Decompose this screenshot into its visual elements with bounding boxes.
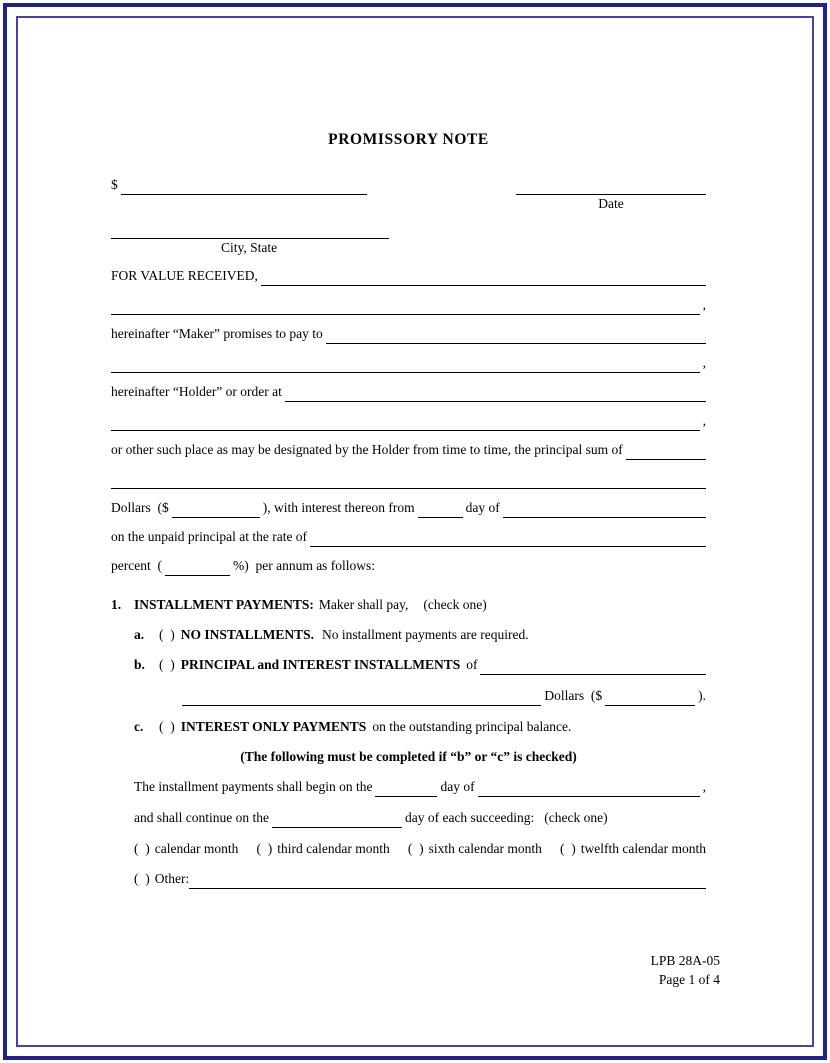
begin-day-blank[interactable] [375,778,437,797]
payee-name-continued-row [111,354,706,373]
place-clause-label: or other such place as may be designated by the Holder from time to time, the principal sum of [111,442,623,457]
checkbox-principal-interest[interactable]: ( ) [159,657,175,672]
percent-row [111,557,706,576]
checkbox-third-calendar-month[interactable]: ( ) [256,841,273,856]
completion-note-row [111,748,706,766]
page-number: Page 1 of 4 [658,972,720,987]
payment-address-continued-blank[interactable] [111,412,700,431]
for-value-received-row [111,267,706,286]
check-one-label: (check one) [544,810,608,825]
day-of-label: day of [465,500,500,515]
continue-day-blank[interactable] [272,809,402,828]
item-a-text: No installment payments are required. [322,627,529,642]
date-blank[interactable] [516,176,706,195]
holder-clause-row [111,383,706,402]
other-option-row [111,870,706,889]
option-sixth-calendar-month-label: sixth calendar month [428,841,542,856]
dollars-interest-row [111,499,706,518]
percent-close-label: %) per annum as follows: [232,558,376,573]
other-label: Other: [154,871,190,886]
begin-clause-label: The installment payments shall begin on the [134,779,373,794]
completion-note: (The following must be completed if “b” or “c” is checked) [240,749,577,764]
maker-clause-row [111,325,706,344]
comma: , [702,297,706,312]
interest-start-month-blank[interactable] [503,499,706,518]
document-title: PROMISSORY NOTE [328,131,489,148]
amount-numeric-blank[interactable] [121,176,367,195]
item-b-text: of [466,657,478,672]
principal-amount-blank[interactable] [172,499,260,518]
option-calendar-month[interactable] [134,840,238,858]
checkbox-twelfth-calendar-month[interactable]: ( ) [560,841,576,856]
checkbox-calendar-month[interactable]: ( ) [134,841,150,856]
continue-clause-row [111,809,706,828]
item-b-letter: b. [134,657,145,672]
item-a-letter: a. [134,627,145,642]
section-number: 1. [111,597,122,612]
continue-clause-label: and shall continue on the [134,810,269,825]
interest-start-day-blank[interactable] [418,499,463,518]
holder-clause-label: hereinafter “Holder” or order at [111,384,282,399]
option-sixth-calendar-month[interactable] [408,840,542,858]
frequency-options-row [111,840,706,858]
item-b-dollars-open: Dollars ($ [544,688,603,703]
date-label: Date [598,196,624,211]
city-state-blank-row [111,220,706,239]
installment-payments-heading-row [111,596,706,614]
payment-address-blank[interactable] [285,383,706,402]
percent-open-label: percent ( [111,558,162,573]
comma: , [702,413,706,428]
document-footer [111,951,720,989]
maker-name-continued-row [111,296,706,315]
amount-date-row [111,176,706,195]
percent-blank[interactable] [165,557,230,576]
installment-amount-words-blank[interactable] [480,656,706,675]
item-c-bold-label: INTEREST ONLY PAYMENTS [180,719,367,734]
city-state-label: City, State [221,240,278,255]
rate-clause-row [111,528,706,547]
principal-sum-words-row [111,470,706,489]
maker-name-continued-blank[interactable] [111,296,700,315]
installment-amount-words-continued-blank[interactable] [182,687,541,706]
interest-clause-label: ), with interest thereon from [262,500,415,515]
item-b-close: ). [698,688,706,703]
payee-name-blank[interactable] [326,325,706,344]
option-third-calendar-month[interactable] [257,840,390,858]
option-twelfth-calendar-month[interactable] [560,840,706,858]
payee-name-continued-blank[interactable] [111,354,700,373]
option-third-calendar-month-label: third calendar month [277,841,390,856]
dollar-sign: $ [111,177,118,192]
for-value-received-label: FOR VALUE RECEIVED, [111,268,258,283]
item-b-bold-label: PRINCIPAL and INTEREST INSTALLMENTS [180,657,461,672]
other-blank[interactable] [189,870,706,889]
begin-clause-row [111,778,706,797]
place-clause-row [111,441,706,460]
option-calendar-month-label: calendar month [154,841,239,856]
maker-name-blank[interactable] [261,267,706,286]
begin-month-blank[interactable] [478,778,700,797]
heading-tail: Maker shall pay, [318,597,409,612]
item-a-bold-label: NO INSTALLMENTS. [180,627,315,642]
item-c-text: on the outstanding principal balance. [372,719,572,734]
payment-address-continued-row [111,412,706,431]
installment-amount-blank[interactable] [605,687,695,706]
principal-sum-blank[interactable] [626,441,706,460]
inner-border-frame [16,16,814,1047]
check-one-label: (check one) [423,597,487,612]
installment-payments-heading: INSTALLMENT PAYMENTS: [134,597,314,612]
item-b-continued-row [111,687,706,706]
comma: , [702,355,706,370]
rate-clause-label: on the unpaid principal at the rate of [111,529,308,544]
comma: , [702,779,706,794]
checkbox-other[interactable]: ( ) [134,871,150,886]
item-a-row [111,626,706,644]
dollars-open-label: Dollars ($ [111,500,169,515]
form-number: LPB 28A-05 [650,953,720,968]
item-c-letter: c. [134,719,144,734]
checkbox-interest-only[interactable]: ( ) [159,719,175,734]
succeeding-clause-label: day of each succeeding: [404,810,535,825]
option-twelfth-calendar-month-label: twelfth calendar month [580,841,706,856]
checkbox-sixth-calendar-month[interactable]: ( ) [407,841,424,856]
principal-sum-words-blank[interactable] [111,470,706,489]
date-label-row [111,195,706,213]
outer-border-frame [3,3,827,1060]
checkbox-no-installments[interactable]: ( ) [159,627,175,642]
day-of-label: day of [440,779,475,794]
maker-clause-label: hereinafter “Maker” promises to pay to [111,326,323,341]
interest-rate-blank[interactable] [310,528,706,547]
item-c-row [111,718,706,736]
item-b-row [111,656,706,675]
city-state-label-row [111,239,706,257]
city-state-blank[interactable] [111,220,389,239]
